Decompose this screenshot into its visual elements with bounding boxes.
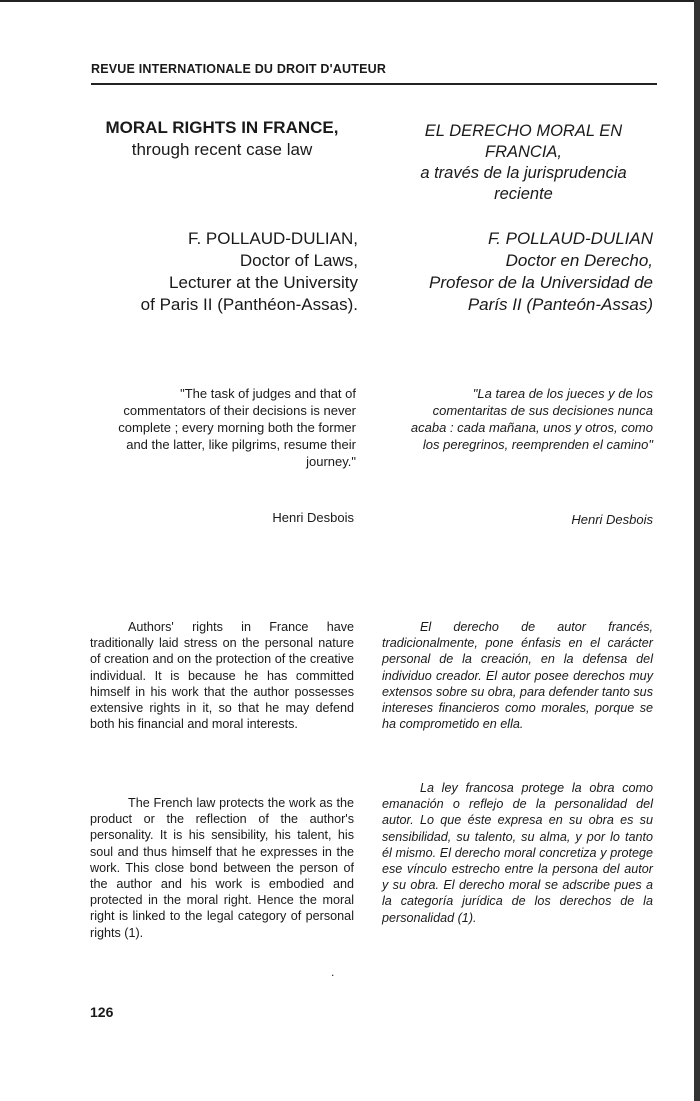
left-title-main: MORAL RIGHTS IN FRANCE, — [105, 118, 339, 137]
stray-mark: . — [331, 965, 335, 979]
top-border — [0, 0, 700, 2]
right-title-main: EL DERECHO MORAL EN FRANCIA, — [424, 122, 623, 161]
left-author-position: Lecturer at the University — [169, 273, 358, 292]
right-title-subtitle: a través de la jurisprudencia reciente — [420, 164, 627, 203]
right-author-degree: Doctor en Derecho, — [505, 251, 653, 270]
running-header: REVUE INTERNATIONALE DU DROIT D'AUTEUR — [91, 62, 387, 76]
right-title — [396, 121, 651, 205]
right-author-university: París II (Panteón-Assas) — [467, 295, 653, 314]
left-paragraph-1-text: Authors' rights in France have traditionally laid stress on the personal nature of creation and on the protection of the creative individual. It is because he has committed himself in his work that the author possesses extensive rights in it, so that he may defend both his financial and moral interests. — [90, 620, 354, 732]
header-rule — [91, 83, 657, 85]
right-author-block — [382, 228, 653, 316]
right-paragraph-1-text: El derecho de autor francés, tradicionalmente, pone énfasis en el carácter personal de la creación, en la defensa del individuo creador. El autor posee derechos muy extensos sobre su obra, para defender tanto sus intereses financieros como morales, porque se ha comprometido en ella. — [382, 620, 653, 732]
left-epigraph-author: Henri Desbois — [272, 510, 354, 525]
left-paragraph-2-text: The French law protects the work as the product or the reflection of the author's personality. It is his sensibility, his talent, his soul and thus himself that he expresses in the work. This close bond between the person of the author and his work is embodied and protected in the moral right. Hence the moral right is linked to the legal category of personal rights (1). — [90, 796, 354, 940]
left-paragraph-2 — [90, 795, 354, 941]
page-number: 126 — [90, 1004, 114, 1020]
right-author-name: F. POLLAUD-DULIAN — [487, 229, 653, 248]
left-author-block — [90, 228, 358, 316]
left-author-degree: Doctor of Laws, — [239, 251, 358, 270]
left-title — [90, 117, 354, 161]
right-epigraph: "La tarea de los jueces y de los comentaritas de sus decisiones nunca acaba : cada mañana, unos y otros, como los peregrinos, reemprenden el camino" — [410, 386, 653, 452]
right-paragraph-2 — [382, 780, 653, 926]
page-edge-shadow — [694, 0, 700, 1101]
left-paragraph-1 — [90, 619, 354, 732]
right-epigraph-author: Henri Desbois — [571, 512, 653, 527]
right-author-position: Profesor de la Universidad de — [429, 273, 653, 292]
left-epigraph: "The task of judges and that of commentators of their decisions is never complete ; every morning both the former and the latter, like pilgrims, resume their journey." — [118, 386, 356, 469]
right-paragraph-2-text: La ley francosa protege la obra como emanación o reflejo de la personalidad del autor. Lo que éste expresa en su obra es su sensibilidad, su talento, su alma, y por lo tanto él mismo. El derecho moral concretiza y protege ese vínculo estrecho entre la persona del autor y su obra. El derecho moral se adscribe pues a la categoría jurídica de los derechos de la personalidad (1). — [382, 781, 653, 925]
left-title-subtitle: through recent case law — [131, 140, 313, 159]
left-author-name: F. POLLAUD-DULIAN, — [187, 229, 358, 248]
right-paragraph-1 — [382, 619, 653, 732]
left-author-university: of Paris II (Panthéon-Assas). — [140, 295, 358, 314]
